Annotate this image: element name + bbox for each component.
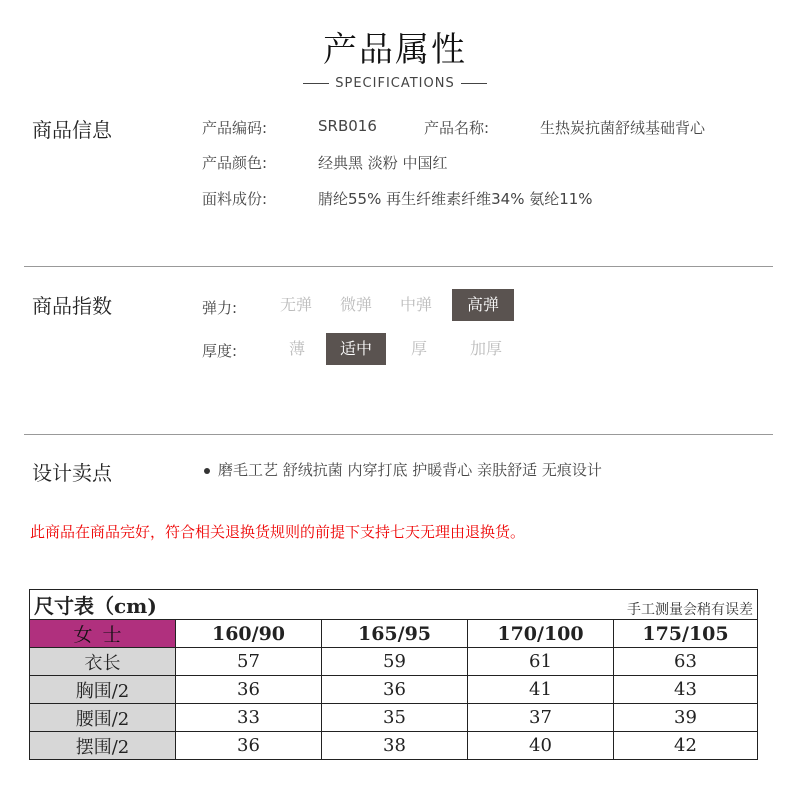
row-label: 衣长 xyxy=(30,648,176,676)
divider xyxy=(24,266,773,267)
thickness-option-thin: 薄 xyxy=(288,339,305,358)
fabric-label: 面料成份: xyxy=(202,190,268,208)
elasticity-option-slight: 微弹 xyxy=(339,295,372,314)
size-header-cell: 160/90 xyxy=(176,620,322,648)
table-cell: 38 xyxy=(322,732,468,760)
subtitle-text: SPECIFICATIONS xyxy=(335,76,455,91)
table-cell: 36 xyxy=(176,732,322,760)
fabric-value: 腈纶55% 再生纤维素纤维34% 氨纶11% xyxy=(318,190,593,208)
size-table-note: 手工测量会稍有误差 xyxy=(322,590,758,620)
page-subtitle xyxy=(0,76,790,91)
elasticity-option-none: 无弹 xyxy=(279,295,312,314)
table-cell: 63 xyxy=(614,648,758,676)
table-row xyxy=(30,648,758,676)
table-row xyxy=(30,676,758,704)
table-cell: 42 xyxy=(614,732,758,760)
row-label: 胸围/2 xyxy=(30,676,176,704)
elasticity-label: 弹力: xyxy=(202,299,238,317)
design-section-label: 设计卖点 xyxy=(32,461,112,485)
thickness-label: 厚度: xyxy=(202,342,238,360)
table-cell: 33 xyxy=(176,704,322,732)
size-table-caption: 尺寸表（cm) xyxy=(30,590,322,620)
size-header-cell: 170/100 xyxy=(468,620,614,648)
size-header-row xyxy=(30,620,758,648)
thickness-option-medium-selected: 适中 xyxy=(326,333,386,365)
size-table-caption-row xyxy=(30,590,758,620)
product-color-value: 经典黑 淡粉 中国红 xyxy=(318,154,448,172)
elasticity-option-medium: 中弹 xyxy=(399,295,432,314)
table-row xyxy=(30,704,758,732)
table-cell: 36 xyxy=(322,676,468,704)
table-cell: 59 xyxy=(322,648,468,676)
table-cell: 37 xyxy=(468,704,614,732)
table-cell: 36 xyxy=(176,676,322,704)
product-code-label: 产品编码: xyxy=(202,119,268,137)
size-header-cell: 165/95 xyxy=(322,620,468,648)
table-row xyxy=(30,732,758,760)
product-color-label: 产品颜色: xyxy=(202,154,268,172)
table-cell: 43 xyxy=(614,676,758,704)
table-cell: 57 xyxy=(176,648,322,676)
table-cell: 41 xyxy=(468,676,614,704)
table-cell: 40 xyxy=(468,732,614,760)
product-name-value: 生热炭抗菌舒绒基础背心 xyxy=(540,119,706,137)
size-corner-cell: 女士 xyxy=(30,620,176,648)
thickness-option-thick: 厚 xyxy=(410,339,427,358)
bullet-icon xyxy=(204,468,210,474)
return-policy-notice: 此商品在商品完好，符合相关退换货规则的前提下支持七天无理由退换货。 xyxy=(30,523,526,541)
table-cell: 61 xyxy=(468,648,614,676)
divider xyxy=(24,434,773,435)
elasticity-option-high-selected: 高弹 xyxy=(452,289,514,321)
design-points xyxy=(204,459,602,480)
product-name-label: 产品名称: xyxy=(424,119,490,137)
size-header-cell: 175/105 xyxy=(614,620,758,648)
design-points-text: 磨毛工艺 舒绒抗菌 内穿打底 护暖背心 亲肤舒适 无痕设计 xyxy=(218,461,602,479)
page-title: 产品属性 xyxy=(323,30,467,70)
row-label: 摆围/2 xyxy=(30,732,176,760)
product-code-value: SRB016 xyxy=(318,117,377,135)
subtitle-right-rule xyxy=(461,83,487,84)
thickness-option-extra-thick: 加厚 xyxy=(469,339,502,358)
table-cell: 39 xyxy=(614,704,758,732)
size-table xyxy=(29,589,758,760)
subtitle-left-rule xyxy=(303,83,329,84)
table-cell: 35 xyxy=(322,704,468,732)
row-label: 腰围/2 xyxy=(30,704,176,732)
info-section-label: 商品信息 xyxy=(32,118,112,142)
index-section-label: 商品指数 xyxy=(32,294,112,318)
